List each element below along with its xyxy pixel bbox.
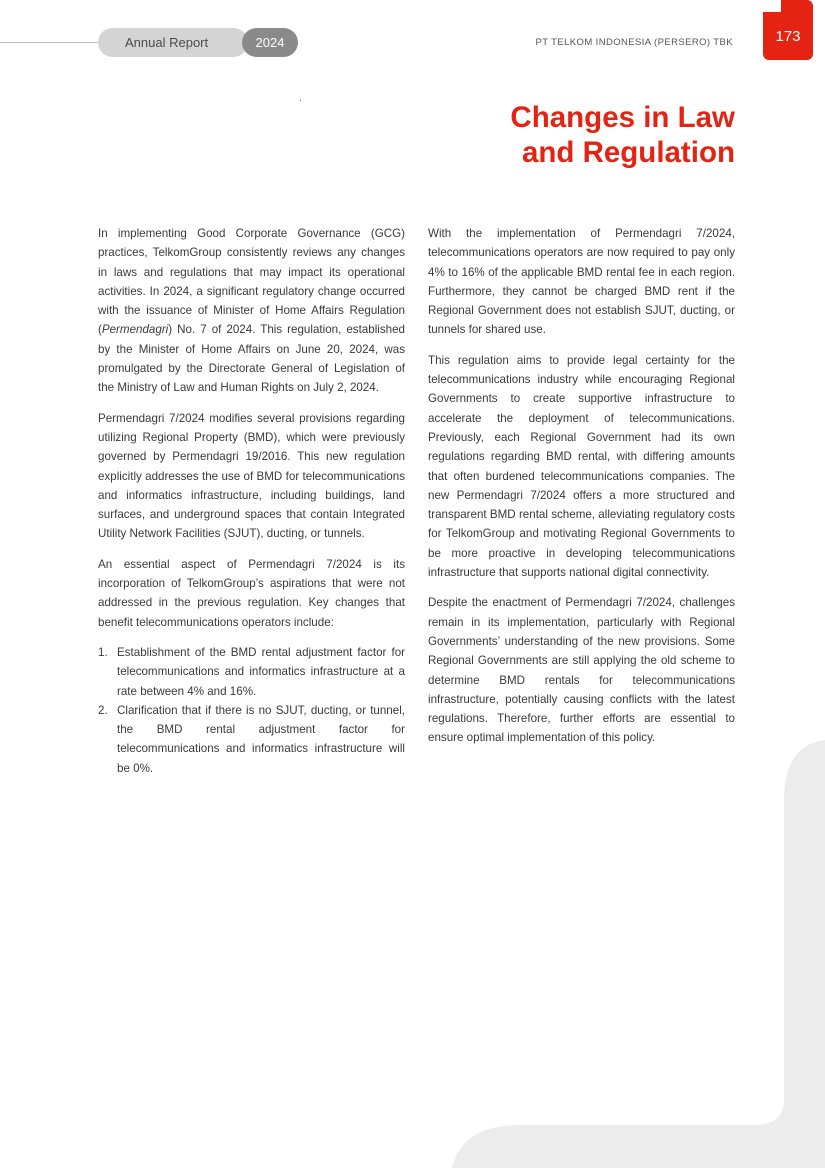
paragraph: In implementing Good Corporate Governance (GCG) practices, TelkomGroup consistently reviews any changes in laws and regulations that may impact its operational activities. In 2024, a significant regulatory change occurred with the issuance of Minister of Home Affairs Regulation (Permendagri) No. 7 of 2024. This regulation, established by the Minister of Home Affairs on June 20, 2024, was promulgated by the Directorate General of Legislation of the Ministry of Law and Human Rights on July 2, 2024. bbox=[98, 227, 405, 395]
list-item-text: Establishment of the BMD rental adjustment factor for telecommunications and informatics infrastructure at a rate between 4% and 16%. bbox=[117, 645, 405, 698]
list-number: 1. bbox=[98, 645, 108, 659]
list-item-text: Clarification that if there is no SJUT, ducting, or tunnel, the BMD rental adjustment factor for telecommunications and informatics infrastructure will be 0%. bbox=[117, 703, 405, 775]
company-name: PT TELKOM INDONESIA (PERSERO) TBK bbox=[535, 37, 733, 48]
page-number: 173 bbox=[775, 27, 801, 45]
page-number-tab bbox=[763, 12, 813, 60]
list-item bbox=[98, 701, 405, 778]
list-number: 2. bbox=[98, 703, 108, 717]
paragraph: This regulation aims to provide legal certainty for the telecommunications industry while encouraging Regional Governments to create supportive infrastructure to accelerate the deployment of telecommunications. Previously, each Regional Government had its own regulations regarding BMD rental, with differing amounts that often burdened telecommunications companies. The new Permendagri 7/2024 offers a more structured and transparent BMD rental scheme, alleviating regulatory costs for TelkomGroup and motivating Regional Governments to be more proactive in developing telecommunications infrastructure that supports national digital connectivity. bbox=[428, 353, 735, 580]
page-title bbox=[400, 100, 735, 170]
title-line-1: Changes in Law bbox=[510, 101, 735, 134]
key-changes-list bbox=[98, 643, 405, 778]
paragraph: With the implementation of Permendagri 7/2024, telecommunications operators are now required to pay only 4% to 16% of the applicable BMD rental fee in each region. Furthermore, they cannot be charged BMD rent if the Regional Government does not establish SJUT, ducting, or tunnels for shared use. bbox=[428, 227, 735, 337]
title-line-2: and Regulation bbox=[521, 136, 735, 169]
right-column bbox=[428, 224, 735, 759]
annual-report-badge: Annual Report bbox=[98, 28, 248, 57]
stray-dot bbox=[300, 100, 301, 101]
paragraph: Despite the enactment of Permendagri 7/2024, challenges remain in its implementation, particularly with Regional Governments’ understanding of the new provisions. Some Regional Governments are still applying the old scheme to determine BMD rentals for telecommunications infrastructure, potentially causing conflicts with the latest regulations. Therefore, further efforts are essential to ensure optimal implementation of this policy. bbox=[428, 596, 735, 745]
left-column bbox=[98, 224, 405, 778]
header-rule bbox=[0, 42, 110, 43]
paragraph: An essential aspect of Permendagri 7/2024 is its incorporation of TelkomGroup’s aspirations that were not addressed in the previous regulation. Key changes that benefit telecommunications operators include: bbox=[98, 557, 405, 629]
year-badge: 2024 bbox=[242, 28, 298, 57]
paragraph: Permendagri 7/2024 modifies several provisions regarding utilizing Regional Property (BMD), which were previously governed by Permendagri 19/2016. This new regulation explicitly addresses the use of BMD for telecommunications and informatics infrastructure, including buildings, land surfaces, and underground spaces that contain Integrated Utility Network Facilities (SJUT), ducting, or tunnels. bbox=[98, 411, 405, 541]
list-item bbox=[98, 643, 405, 701]
